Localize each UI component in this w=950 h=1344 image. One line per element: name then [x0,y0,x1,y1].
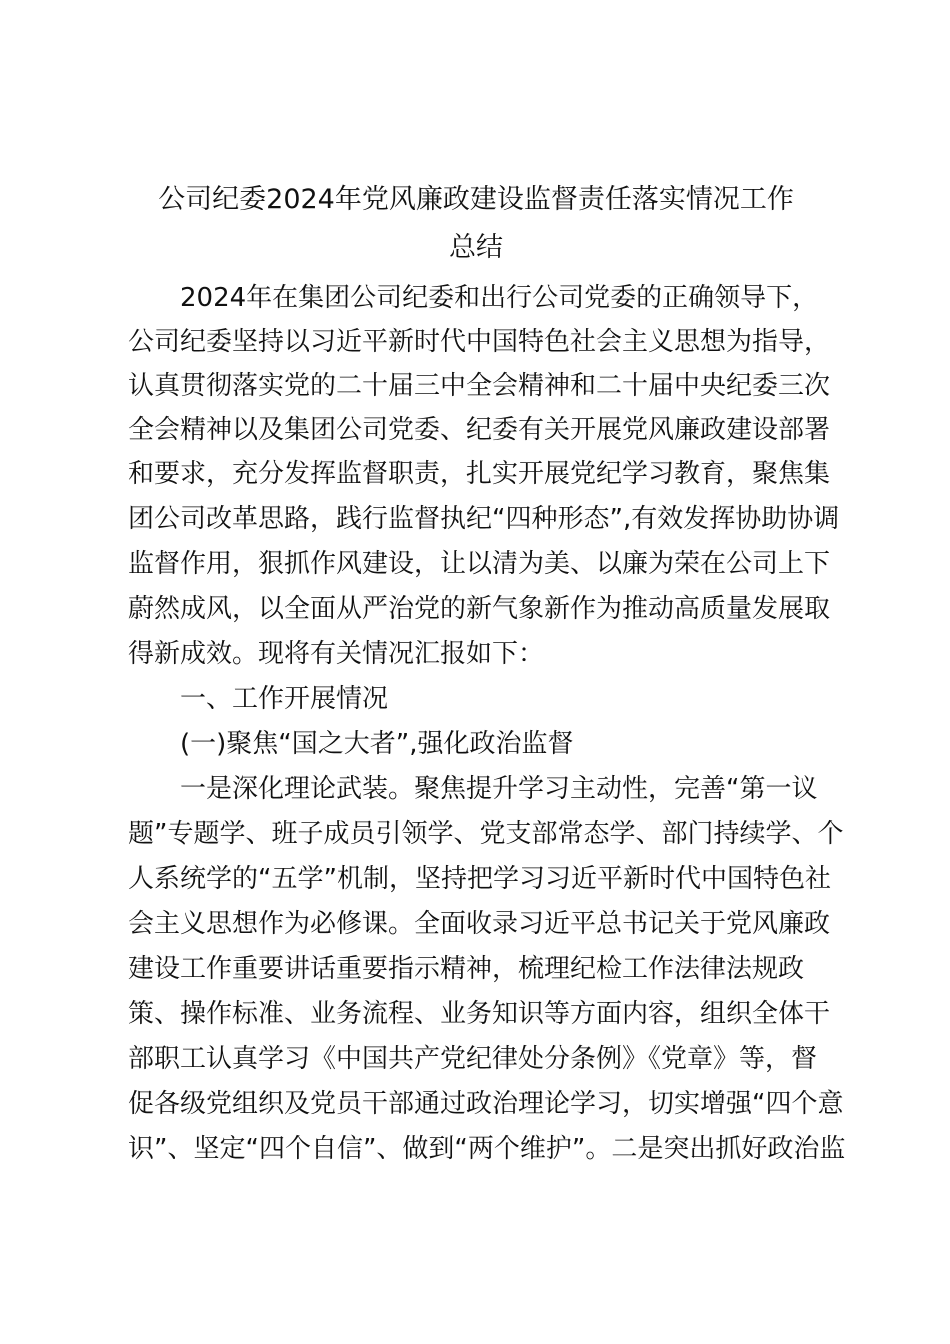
section-heading: 一、工作开展情况 [180,684,389,714]
paragraph-line: 全会精神以及集团公司党委、纪委有关开展党风廉政建设部署 [128,415,831,445]
paragraph-line: 监督作用，狠抓作风建设，让以清为美、以廉为荣在公司上下 [128,549,831,579]
paragraph-line: 2024年在集团公司纪委和出行公司党委的正确领导下， [180,283,819,313]
paragraph-line: 人系统学的“五学”机制，坚持把学习习近平新时代中国特色社 [128,864,831,894]
paragraph-line: 题”专题学、班子成员引领学、党支部常态学、部门持续学、个 [128,819,844,849]
paragraph-line: 建设工作重要讲话重要指示精神，梳理纪检工作法律法规政 [128,954,805,984]
paragraph-line: 一是深化理论武装。聚焦提升学习主动性，完善“第一议 [180,774,818,804]
paragraph-line: 会主义思想作为必修课。全面收录习近平总书记关于党风廉政 [128,909,831,939]
paragraph-line: 得新成效。现将有关情况汇报如下： [128,639,545,669]
document-title [120,176,832,272]
paragraph-line: 团公司改革思路，践行监督执纪“四种形态”,有效发挥协助协调 [128,504,840,534]
paragraph-line: 公司纪委坚持以习近平新时代中国特色社会主义思想为指导， [128,327,831,357]
paragraph-line: 认真贯彻落实党的二十届三中全会精神和二十届中央纪委三次 [128,371,831,401]
paragraph-line: 识”、坚定“四个自信”、做到“两个维护”。二是突出抓好政治监 [128,1134,846,1164]
title-line-1: 公司纪委2024年党风廉政建设监督责任落实情况工作 [158,184,794,215]
title-line-2: 总结 [449,232,503,263]
subsection-heading: (一)聚焦“国之大者”,强化政治监督 [180,729,574,759]
paragraph-line: 策、操作标准、业务流程、业务知识等方面内容，组织全体干 [128,999,831,1029]
paragraph-line: 部职工认真学习《中国共产党纪律处分条例》《党章》等，督 [128,1044,818,1074]
paragraph-line: 和要求，充分发挥监督职责，扎实开展党纪学习教育，聚焦集 [128,459,831,489]
paragraph-line: 促各级党组织及党员干部通过政治理论学习，切实增强“四个意 [128,1089,844,1119]
paragraph-line: 蔚然成风，以全面从严治党的新气象新作为推动高质量发展取 [128,594,831,624]
